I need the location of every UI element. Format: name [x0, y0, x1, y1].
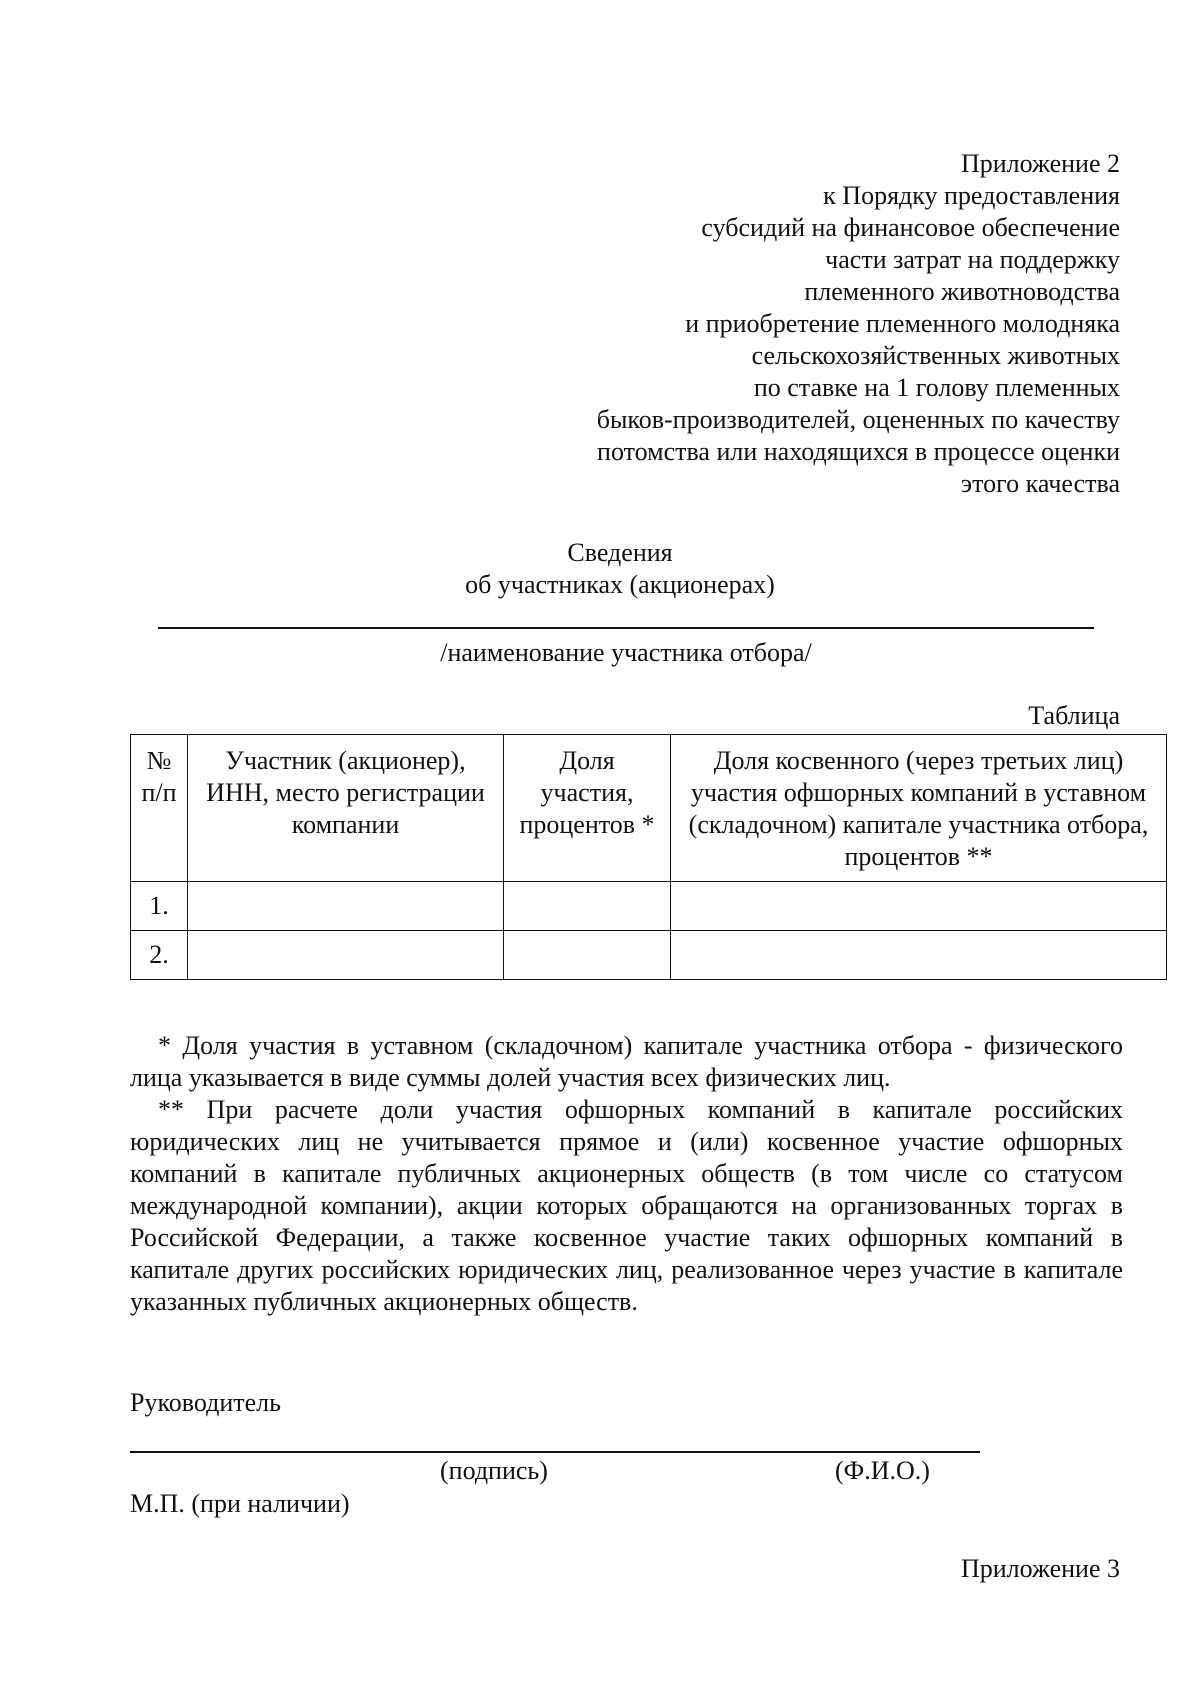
table-header-row: [131, 735, 1167, 882]
appendix-header-line: сельскохозяйственных животных: [751, 341, 1120, 370]
stamp-note: М.П. (при наличии): [130, 1489, 350, 1518]
signature-caption: (подпись): [440, 1456, 548, 1485]
signatory-role: Руководитель: [130, 1388, 281, 1417]
appendix-header-line: к Порядку предоставления: [823, 181, 1120, 210]
table-caption: Таблица: [1028, 701, 1120, 730]
appendix-header-line: по ставке на 1 голову племенных: [753, 373, 1120, 402]
table-row: [131, 931, 1167, 980]
participant-name-caption: /наименование участника отбора/: [440, 638, 812, 667]
header-share: Доля участия, процентов *: [504, 735, 671, 882]
table-row: [131, 882, 1167, 931]
cell-offshore-share: [671, 882, 1167, 931]
appendix-header-line: потомства или находящихся в процессе оценки: [597, 437, 1120, 466]
document-title: [0, 537, 1200, 601]
cell-number: 1.: [131, 882, 188, 931]
cell-share: [504, 882, 671, 931]
appendix-header: [420, 148, 1120, 500]
header-number: № п/п: [131, 735, 188, 882]
signature-blank-line: [130, 1451, 980, 1453]
cell-share: [504, 931, 671, 980]
cell-offshore-share: [671, 931, 1167, 980]
appendix-header-line: племенного животноводства: [804, 277, 1120, 306]
full-name-caption: (Ф.И.О.): [835, 1456, 930, 1485]
header-participant: Участник (акционер), ИНН, место регистрации компании: [188, 735, 504, 882]
header-offshore-share: Доля косвенного (через третьих лиц) участия офшорных компаний в уставном (складочном) капитале участника отбора, процентов **: [671, 735, 1167, 882]
appendix-header-line: части затрат на поддержку: [825, 245, 1120, 274]
appendix-header-line: субсидий на финансовое обеспечение: [701, 213, 1120, 242]
appendix-header-line: Приложение 2: [960, 149, 1120, 178]
title-line-1: Сведения: [567, 538, 673, 567]
footnotes: [130, 1030, 1123, 1318]
appendix-header-line: быков-производителей, оцененных по качеству: [596, 405, 1120, 434]
appendix-header-line: и приобретение племенного молодняка: [685, 309, 1120, 338]
cell-participant: [188, 931, 504, 980]
appendix-header-line: этого качества: [960, 469, 1120, 498]
cell-participant: [188, 882, 504, 931]
footnote-2: ** При расчете доли участия офшорных компаний в капитале российских юридических лиц не учитывается прямое и (или) косвенное участие офшорных компаний в капитале публичных акционерных обществ (в том числе со статусом международной компании), акции которых обращаются на организованных торгах в Российской Федерации, а также косвенное участие таких офшорных компаний в капитале других российских юридических лиц, реализованное через участие в капитале указанных публичных акционерных обществ.: [130, 1095, 1123, 1316]
title-line-2: об участниках (акционерах): [465, 570, 775, 599]
cell-number: 2.: [131, 931, 188, 980]
next-appendix-heading: Приложение 3: [960, 1554, 1120, 1583]
participant-name-blank-line: [158, 627, 1094, 629]
footnote-1: * Доля участия в уставном (складочном) капитале участника отбора - физического лица указывается в виде суммы долей участия всех физических лиц.: [130, 1031, 1123, 1092]
participants-table: [130, 734, 1167, 980]
